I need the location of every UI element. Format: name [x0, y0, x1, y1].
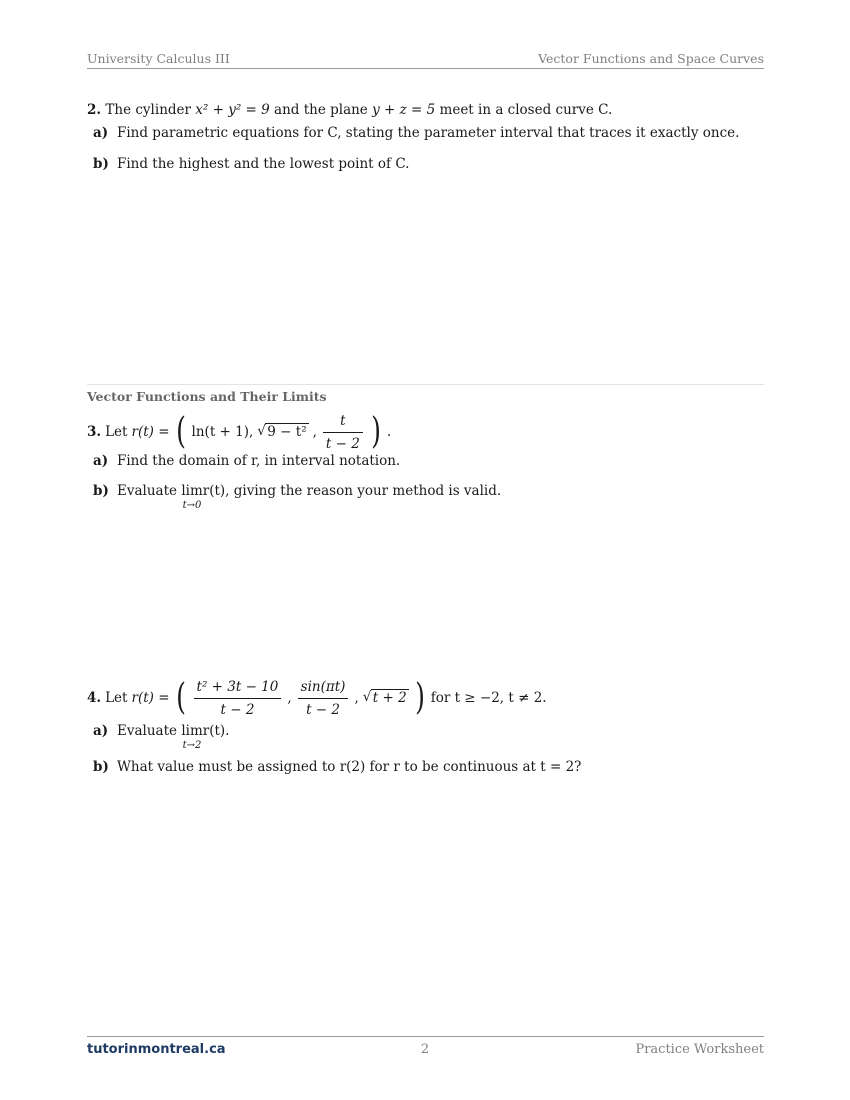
- problem-2-number: 2.: [87, 102, 102, 118]
- problem-3-function: r(t) =: [131, 424, 170, 440]
- right-paren: ): [414, 677, 425, 718]
- problem-3-stem: 3. Let r(t) = ( ln(t + 1), √ 9 − t² , $\frac{t}{t - 2}$ ) .: [87, 411, 392, 452]
- part-text: Find the domain of r, in interval notation.: [117, 453, 401, 469]
- problem-4-comp1-fraction: [194, 677, 282, 720]
- problem-3-part-a: [93, 451, 400, 471]
- problem-2-part-b: [93, 154, 409, 174]
- problem-3-part-b: [93, 481, 501, 511]
- problem-2-cylinder-eq: x² + y² = 9: [195, 102, 270, 118]
- part-post: r(t).: [202, 723, 230, 739]
- radicand: t + 2: [372, 690, 407, 706]
- header-rule: [87, 68, 764, 69]
- part-label: b): [93, 483, 109, 499]
- sqrt-symbol: √: [257, 423, 266, 439]
- problem-2-text-end: meet in a closed curve C.: [439, 102, 613, 118]
- numerator: t: [323, 411, 363, 433]
- part-label: b): [93, 156, 109, 172]
- section-title: Vector Functions and Their Limits: [87, 389, 327, 404]
- part-text: What value must be assigned to r(2) for r to be continuous at t = 2?: [117, 759, 582, 775]
- part-label: a): [93, 125, 109, 141]
- denominator: t − 2: [220, 701, 255, 718]
- lim-subscript: t→2: [182, 740, 202, 751]
- section-rule: [87, 384, 764, 385]
- problem-2-part-a: [93, 123, 739, 143]
- sqrt-symbol: √: [362, 689, 372, 705]
- problem-4-stem: 4. Let r(t) = ( $\frac{\text{t² + 3t − 10}}{t - 2}$ , $\frac{\sin(\pi t)}{t - 2}$ , √ t + 2 ) for t ≥ −2, t ≠ 2.: [87, 677, 547, 718]
- problem-4-part-a: [93, 721, 229, 751]
- problem-4-comp3-sqrt: [363, 688, 409, 708]
- part-text: Find parametric equations for C, stating the parameter interval that traces it exactly once.: [117, 125, 740, 141]
- footer-rule: [87, 1036, 764, 1037]
- problem-4-part-b: [93, 757, 581, 777]
- left-paren: (: [175, 677, 186, 718]
- numerator: t² + 3t − 10: [194, 677, 282, 699]
- problem-3-intro: Let: [105, 424, 128, 440]
- lim-subscript: t→0: [182, 500, 202, 511]
- problem-2-plane-eq: y + z = 5: [372, 102, 436, 118]
- problem-2-text: The cylinder: [105, 102, 191, 118]
- problem-2-stem: [87, 100, 612, 120]
- footer-site-link[interactable]: tutorinmontreal.ca: [87, 1042, 226, 1057]
- part-label: b): [93, 759, 109, 775]
- numerator: sin(πt): [298, 677, 349, 699]
- problem-4-condition: for t ≥ −2, t ≠ 2.: [430, 690, 547, 706]
- part-label: a): [93, 723, 109, 739]
- problem-3-number: 3.: [87, 424, 102, 440]
- left-paren: (: [175, 411, 186, 452]
- part-post: r(t), giving the reason your method is valid.: [202, 483, 502, 499]
- problem-4-comp2-fraction: [298, 677, 349, 720]
- problem-2-text-mid: and the plane: [274, 102, 368, 118]
- limit-operator: [181, 721, 202, 751]
- right-paren: ): [370, 411, 381, 452]
- part-text: Find the highest and the lowest point of C.: [117, 156, 410, 172]
- problem-4-number: 4.: [87, 690, 102, 706]
- header-chapter-title: Vector Functions and Space Curves: [538, 51, 764, 66]
- limit-operator: [181, 481, 202, 511]
- denominator: t − 2: [325, 435, 360, 452]
- problem-4-function: r(t) =: [131, 690, 170, 706]
- part-pre: Evaluate: [117, 723, 178, 739]
- part-label: a): [93, 453, 109, 469]
- problem-3-comp1: ln(t + 1),: [191, 424, 254, 440]
- footer-page-number: 2: [420, 1042, 430, 1057]
- denominator: t − 2: [306, 701, 341, 718]
- problem-4-intro: Let: [105, 690, 128, 706]
- footer-doc-type: Practice Worksheet: [635, 1042, 764, 1057]
- lim-text: lim: [181, 723, 203, 739]
- problem-3-comp2-sqrt: [257, 422, 308, 442]
- header-course-title: University Calculus III: [87, 51, 230, 66]
- radicand: 9 − t²: [267, 424, 307, 440]
- lim-text: lim: [181, 483, 203, 499]
- problem-3-comp3-fraction: [323, 411, 363, 454]
- part-pre: Evaluate: [117, 483, 178, 499]
